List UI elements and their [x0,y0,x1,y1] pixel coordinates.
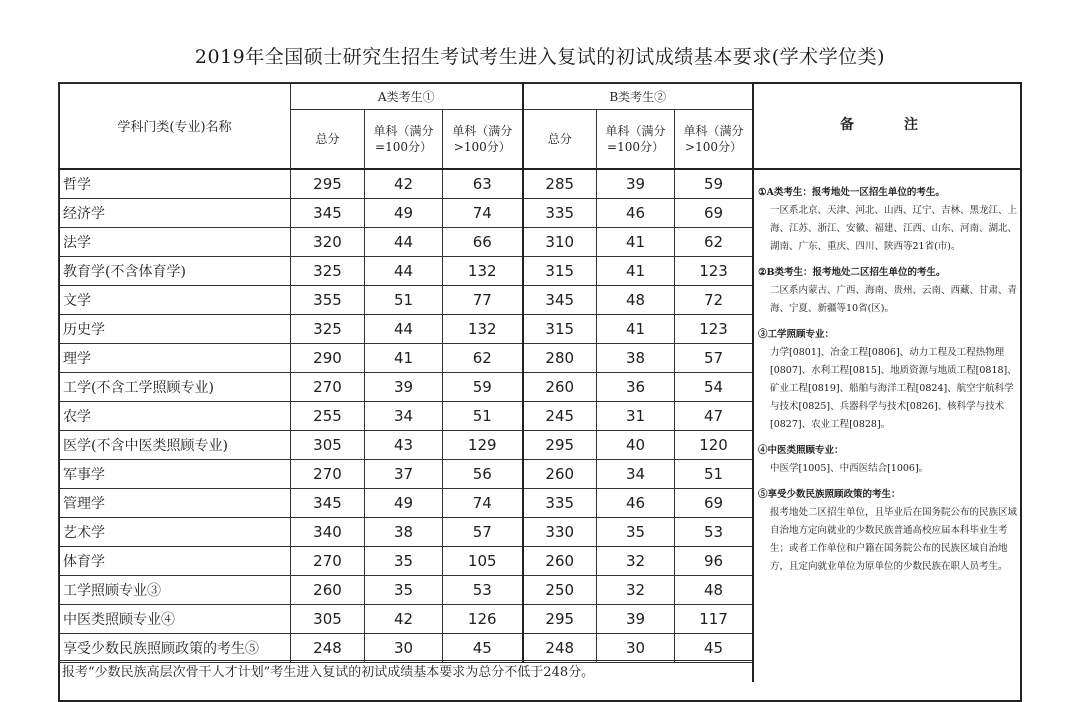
category-name-cell: 医学(不含中医类照顾专业) [59,431,291,460]
a-single-gt100-cell: 53 [443,576,523,605]
b-single-eq100-cell: 30 [597,634,675,663]
category-name-cell: 文学 [59,286,291,315]
remark-note-body: 报考地处二区招生单位，且毕业后在国务院公布的民族区域自治地方定向就业的少数民族普通高校应届本科毕业生考生；或者工作单位和户籍在国务院公布的民族区域自治地方，且定向就业单位为原单位的少数民族在职人员考生。 [770,507,1018,572]
a-total-cell: 270 [291,373,365,402]
category-name-cell: 军事学 [59,460,291,489]
table-row [59,547,753,576]
b-total-cell: 295 [523,605,597,634]
score-table-body [59,169,753,663]
a-single-gt100-cell: 66 [443,228,523,257]
page-title: 2019年全国硕士研究生招生考试考生进入复试的初试成绩基本要求(学术学位类) [194,46,886,68]
score-table [58,82,753,663]
a-single-eq100-cell: 51 [365,286,443,315]
a-single-eq100-cell: 39 [365,373,443,402]
a-total-cell: 325 [291,315,365,344]
a-single-eq100-cell: 35 [365,547,443,576]
b-single-gt100-cell: 57 [675,344,753,373]
b-single-eq100-cell: 46 [597,489,675,518]
table-row [59,286,753,315]
b-single-gt100-cell: 69 [675,199,753,228]
table-row [59,460,753,489]
b-single-eq100-cell: 41 [597,257,675,286]
a-total-cell: 290 [291,344,365,373]
a-total-cell: 325 [291,257,365,286]
a-single-gt100-cell: 74 [443,199,523,228]
remark-note-body: 二区系内蒙古、广西、海南、贵州、云南、西藏、甘肃、青海、宁夏、新疆等10省(区)。 [770,285,1018,314]
b-single-gt100-cell: 59 [675,169,753,199]
b-single-gt100-cell: 123 [675,315,753,344]
remark-note-head: ①A类考生：报考地处一区招生单位的考生。 [758,187,945,198]
table-row [59,257,753,286]
category-name-cell: 工学(不含工学照顾专业) [59,373,291,402]
remark-note-body: 中医学[1005]、中西医结合[1006]。 [770,463,929,474]
category-name-cell: 历史学 [59,315,291,344]
category-name-cell: 体育学 [59,547,291,576]
group-b-header: B类考生② [523,83,753,110]
a-total-cell: 305 [291,605,365,634]
remark-note-head: ②B类考生：报考地处二区招生单位的考生。 [758,267,946,278]
category-name-cell: 教育学(不含体育学) [59,257,291,286]
b-single-eq100-cell: 34 [597,460,675,489]
b-single-gt100-cell: 54 [675,373,753,402]
table-row [59,199,753,228]
a-single-eq100-cell: 37 [365,460,443,489]
remark-note [758,442,1018,478]
b-single-eq100-cell: 48 [597,286,675,315]
b-total-cell: 335 [523,489,597,518]
a-single-gt100-cell: 126 [443,605,523,634]
a-single-gt100-cell: 132 [443,315,523,344]
b-total-cell: 295 [523,431,597,460]
b-total-cell: 260 [523,547,597,576]
b-single-gt100-cell: 47 [675,402,753,431]
b-total-cell: 345 [523,286,597,315]
a-single-eq100-cell: 35 [365,576,443,605]
remarks-header: 备 注 [754,82,1022,170]
remark-note [758,326,1018,434]
a-single-gt100-cell: 57 [443,518,523,547]
category-name-header: 学科门类(专业)名称 [59,83,291,170]
group-a-header: A类考生① [291,83,523,110]
category-name-cell: 理学 [59,344,291,373]
a-total-header: 总分 [291,110,365,170]
table-row [59,431,753,460]
a-total-cell: 248 [291,634,365,663]
b-single-gt100-cell: 48 [675,576,753,605]
b-single-gt100-cell: 51 [675,460,753,489]
a-single-eq100-cell: 41 [365,344,443,373]
b-single-eq100-header: 单科（满分=100分） [597,110,675,170]
a-single-gt100-cell: 59 [443,373,523,402]
a-single-eq100-cell: 34 [365,402,443,431]
b-single-eq100-cell: 41 [597,315,675,344]
b-total-cell: 250 [523,576,597,605]
a-single-eq100-cell: 44 [365,315,443,344]
category-name-cell: 哲学 [59,169,291,199]
table-row [59,402,753,431]
b-total-cell: 280 [523,344,597,373]
table-row [59,605,753,634]
table-row [59,169,753,199]
a-single-eq100-cell: 43 [365,431,443,460]
a-single-eq100-cell: 30 [365,634,443,663]
table-row [59,228,753,257]
a-total-cell: 270 [291,460,365,489]
a-total-cell: 345 [291,489,365,518]
remark-note [758,264,1018,318]
a-total-cell: 345 [291,199,365,228]
a-single-gt100-header: 单科（满分>100分） [443,110,523,170]
b-single-eq100-cell: 39 [597,605,675,634]
b-single-gt100-cell: 120 [675,431,753,460]
category-name-cell: 中医类照顾专业④ [59,605,291,634]
b-single-eq100-cell: 40 [597,431,675,460]
a-total-cell: 260 [291,576,365,605]
b-total-cell: 330 [523,518,597,547]
b-total-header: 总分 [523,110,597,170]
a-single-eq100-cell: 49 [365,199,443,228]
b-single-eq100-cell: 38 [597,344,675,373]
remark-note [758,486,1018,576]
b-single-eq100-cell: 32 [597,576,675,605]
table-row [59,576,753,605]
b-single-eq100-cell: 41 [597,228,675,257]
a-single-gt100-cell: 45 [443,634,523,663]
a-single-gt100-cell: 105 [443,547,523,576]
a-single-gt100-cell: 132 [443,257,523,286]
b-single-gt100-cell: 69 [675,489,753,518]
a-single-eq100-cell: 42 [365,169,443,199]
remarks-column [752,82,1022,682]
b-single-gt100-cell: 96 [675,547,753,576]
remark-note-head: ③工学照顾专业： [758,329,835,340]
category-name-cell: 艺术学 [59,518,291,547]
a-single-gt100-cell: 129 [443,431,523,460]
b-single-gt100-header: 单科（满分>100分） [675,110,753,170]
b-total-cell: 285 [523,169,597,199]
category-name-cell: 法学 [59,228,291,257]
a-total-cell: 340 [291,518,365,547]
a-single-gt100-cell: 62 [443,344,523,373]
b-total-cell: 248 [523,634,597,663]
category-name-cell: 工学照顾专业③ [59,576,291,605]
table-row [59,518,753,547]
table-row [59,373,753,402]
a-single-gt100-cell: 51 [443,402,523,431]
b-single-eq100-cell: 39 [597,169,675,199]
remark-note-head: ⑤享受少数民族照顾政策的考生： [758,489,901,500]
b-single-gt100-cell: 117 [675,605,753,634]
b-total-cell: 260 [523,460,597,489]
b-total-cell: 310 [523,228,597,257]
a-single-gt100-cell: 74 [443,489,523,518]
b-single-gt100-cell: 62 [675,228,753,257]
a-single-eq100-header: 单科（满分=100分） [365,110,443,170]
a-single-gt100-cell: 63 [443,169,523,199]
table-row [59,344,753,373]
a-single-eq100-cell: 44 [365,228,443,257]
a-total-cell: 270 [291,547,365,576]
b-single-eq100-cell: 36 [597,373,675,402]
b-single-eq100-cell: 46 [597,199,675,228]
b-single-gt100-cell: 45 [675,634,753,663]
a-single-eq100-cell: 44 [365,257,443,286]
remark-note [758,184,1018,256]
b-single-eq100-cell: 31 [597,402,675,431]
a-single-eq100-cell: 42 [365,605,443,634]
a-total-cell: 295 [291,169,365,199]
a-total-cell: 355 [291,286,365,315]
category-name-cell: 管理学 [59,489,291,518]
a-total-cell: 255 [291,402,365,431]
b-single-eq100-cell: 35 [597,518,675,547]
a-total-cell: 305 [291,431,365,460]
b-single-gt100-cell: 72 [675,286,753,315]
a-single-gt100-cell: 77 [443,286,523,315]
a-single-eq100-cell: 49 [365,489,443,518]
category-name-cell: 经济学 [59,199,291,228]
b-total-cell: 245 [523,402,597,431]
footnote: 报考“少数民族高层次骨干人才计划”考生进入复试的初试成绩基本要求为总分不低于248分。 [58,660,752,686]
remark-note-body: 一区系北京、天津、河北、山西、辽宁、吉林、黑龙江、上海、江苏、浙江、安徽、福建、江西、山东、河南、湖北、湖南、广东、重庆、四川、陕西等21省(市)。 [770,205,1018,252]
table-row [59,489,753,518]
category-name-cell: 农学 [59,402,291,431]
b-single-gt100-cell: 123 [675,257,753,286]
b-total-cell: 260 [523,373,597,402]
b-single-eq100-cell: 32 [597,547,675,576]
table-row [59,634,753,663]
remark-note-body: 力学[0801]、冶金工程[0806]、动力工程及工程热物理[0807]、水利工程[0815]、地质资源与地质工程[0818]、矿业工程[0819]、船舶与海洋工程[0824]、航空宇航科学与技术[0825]、兵器科学与技术[0826]、核科学与技术[0827]、农业工程[0828]。 [770,347,1017,430]
a-single-gt100-cell: 56 [443,460,523,489]
remark-note-head: ④中医类照顾专业： [758,445,844,456]
category-name-cell: 享受少数民族照顾政策的考生⑤ [59,634,291,663]
b-total-cell: 335 [523,199,597,228]
b-total-cell: 315 [523,315,597,344]
a-single-eq100-cell: 38 [365,518,443,547]
remarks-body [754,170,1022,576]
b-total-cell: 315 [523,257,597,286]
b-single-gt100-cell: 53 [675,518,753,547]
a-total-cell: 320 [291,228,365,257]
table-row [59,315,753,344]
